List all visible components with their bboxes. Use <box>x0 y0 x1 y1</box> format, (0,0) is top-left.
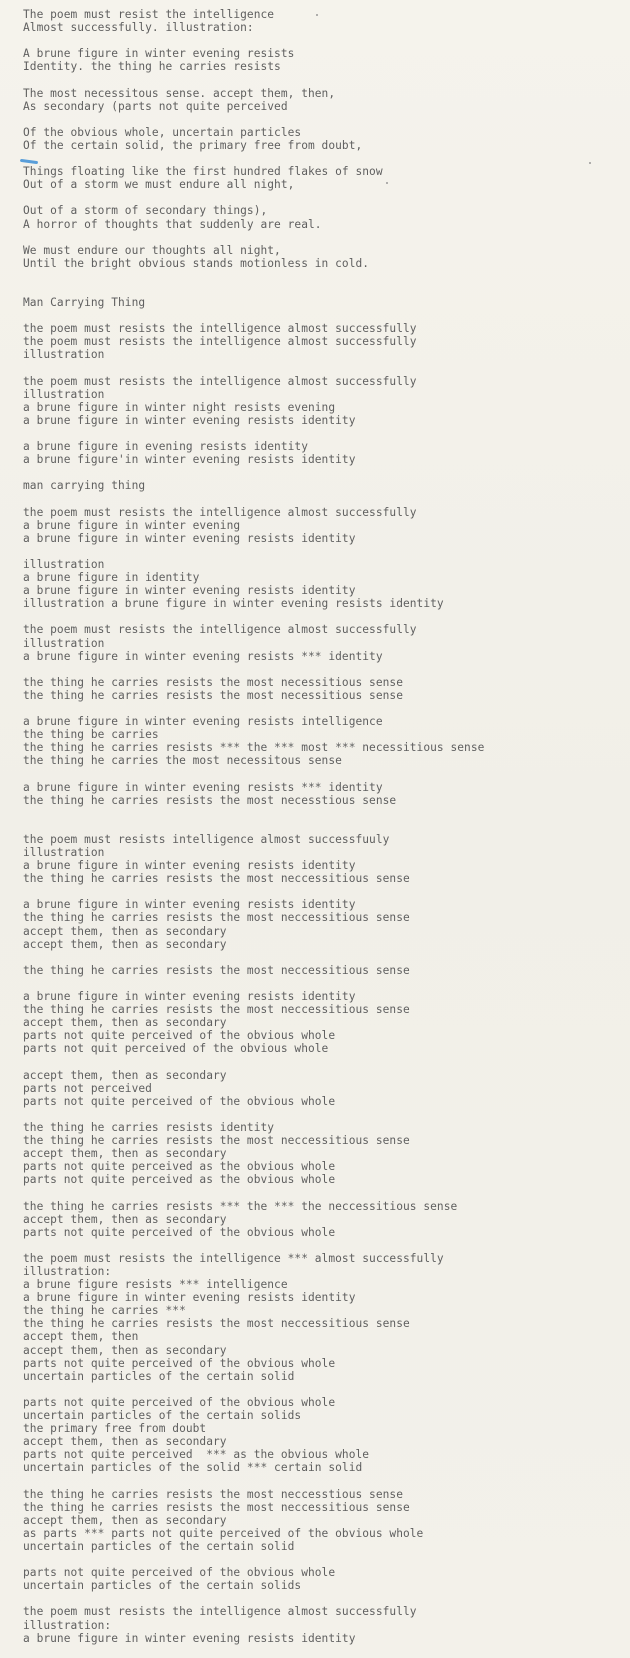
stanza <box>23 322 623 361</box>
text-line: We must endure our thoughts all night, <box>23 243 281 257</box>
section-title <box>23 296 623 309</box>
text-line: uncertain particles of the certain solids <box>23 1579 302 1593</box>
stanza <box>23 375 623 427</box>
text-line: accept them, then <box>23 1330 139 1344</box>
text-line: a brune figure in winter evening resists identity <box>23 584 356 598</box>
text-line: the thing he carries resists the most neccessitious sense <box>23 1003 410 1017</box>
text-line: Of the certain solid, the primary free from doubt, <box>23 138 363 152</box>
poem-text <box>23 8 623 1658</box>
text-line: Identity. the thing he carries resists <box>23 60 281 74</box>
text-line: illustration: <box>23 1265 112 1278</box>
text-line: a brune figure in winter evening <box>23 518 241 532</box>
text-line: Things floating like the first hundred flakes of snow <box>23 165 383 179</box>
text-line: Until the bright obvious stands motionless in cold. <box>23 256 370 270</box>
text-line: the thing he carries resists the most neccessitious sense <box>23 1500 410 1514</box>
text-line: a brune figure in winter night resists evening <box>23 400 336 414</box>
text-line: a brune figure in identity <box>23 571 200 585</box>
text-line: accept them, then as secondary <box>23 1513 227 1527</box>
text-line: accept them, then as secondary <box>23 924 227 938</box>
text-line: parts not quite perceived of the obvious whole <box>23 1225 336 1239</box>
text-line: the thing be carries <box>23 728 159 742</box>
stanza <box>23 87 623 113</box>
text-line: parts not quite perceived as the obvious whole <box>23 1160 336 1174</box>
text-line: The poem must resist the intelligence <box>23 8 275 21</box>
text-line: as parts *** parts not quite perceived of the obvious whole <box>23 1526 424 1540</box>
text-line: a brune figure in winter evening resists identity <box>23 1291 356 1305</box>
stanza <box>23 1488 623 1553</box>
text-line: a brune figure in winter evening resists identity <box>23 859 356 873</box>
text-line: the thing he carries resists identity <box>23 1120 275 1134</box>
text-line: a brune figure in winter evening resists identity <box>23 898 356 912</box>
text-line: parts not quite perceived of the obvious whole <box>23 1029 336 1043</box>
text-line: the thing he carries resists the most neccessitious sense <box>23 872 410 886</box>
text-line: a brune figure in winter evening resists identity <box>23 1631 356 1645</box>
text-line: a brune figure in winter evening resists identity <box>23 531 356 545</box>
stanza <box>23 1121 623 1186</box>
text-line: illustration <box>23 348 105 362</box>
stanza <box>23 898 623 950</box>
text-line: accept them, then as secondary <box>23 937 227 951</box>
text-line: illustration <box>23 557 105 571</box>
stanza <box>23 1252 623 1383</box>
text-line: Out of a storm we must endure all night, <box>23 178 295 192</box>
text-line: Almost successfully. illustration: <box>23 21 254 35</box>
text-line: parts not quite perceived of the obvious whole <box>23 1356 336 1370</box>
text-line: a brune figure in winter evening resists intelligence <box>23 715 383 729</box>
text-line: a brune figure in evening resists identity <box>23 440 308 454</box>
text-line: the thing he carries *** <box>23 1304 186 1318</box>
text-line: illustration <box>23 636 105 650</box>
stanza <box>23 1605 623 1644</box>
text-line: accept them, then as secondary <box>23 1212 227 1226</box>
text-line: a brune figure in winter evening resists *** identity <box>23 649 383 663</box>
stanza <box>23 558 623 610</box>
text-line: the poem must resists the intelligence almost successfully <box>23 335 417 349</box>
text-line: the thing he carries resists the most neccessitious sense <box>23 911 410 925</box>
text-line: illustration: <box>23 1618 112 1632</box>
text-line: a brune figure'in winter evening resists identity <box>23 453 356 467</box>
text-line: the thing he carries resists *** the *** the neccessitious sense <box>23 1199 458 1213</box>
text-line: parts not quite perceived of the obvious whole <box>23 1566 336 1580</box>
text-line: the thing he carries the most necessitous sense <box>23 754 342 768</box>
text-line: the poem must resists the intelligence almost successfully <box>23 1605 417 1619</box>
text-line: the thing he carries resists the most necesstious sense <box>23 793 397 807</box>
text-line: the thing he carries resists the most necessitious sense <box>23 675 403 689</box>
text-line: the poem must resists the intelligence almost successfully <box>23 322 417 336</box>
text-line: the thing he carries resists the most neccessitious sense <box>23 1317 410 1331</box>
text-line: A brune figure in winter evening resists <box>23 47 295 61</box>
text-line: accept them, then as secondary <box>23 1016 227 1030</box>
text-line: parts not quite perceived as the obvious whole <box>23 1173 336 1187</box>
text-line: the thing he carries resists the most neccesstious sense <box>23 1487 403 1501</box>
stanza <box>23 964 623 977</box>
text-line: the thing he carries resists the most neccessitious sense <box>23 963 410 977</box>
text-line: man carrying thing <box>23 479 146 493</box>
stanza <box>23 244 623 270</box>
text-line: a brune figure in winter evening resists identity <box>23 413 356 427</box>
stanza <box>23 506 623 545</box>
stanza <box>23 990 623 1055</box>
stanza <box>23 204 623 230</box>
text-line: a brune figure resists *** intelligence <box>23 1278 288 1292</box>
text-line: Of the obvious whole, uncertain particles <box>23 125 302 139</box>
text-line: the poem must resists the intelligence almost successfully <box>23 505 417 519</box>
text-line: accept them, then as secondary <box>23 1343 227 1357</box>
stanza <box>23 1566 623 1592</box>
text-line: accept them, then as secondary <box>23 1435 227 1449</box>
stanza <box>23 1069 623 1108</box>
text-line: accept them, then as secondary <box>23 1147 227 1161</box>
stanza <box>23 47 623 73</box>
text-line: the primary free from doubt <box>23 1422 207 1436</box>
text-line: parts not quite perceived *** as the obvious whole <box>23 1448 370 1462</box>
text-line: the poem must resists the intelligence *** almost successfully <box>23 1251 444 1265</box>
stanza <box>23 715 623 767</box>
text-line: uncertain particles of the solid *** certain solid <box>23 1461 363 1475</box>
stanza <box>23 440 623 466</box>
text-line: the thing he carries resists the most necessitious sense <box>23 688 403 702</box>
text-line: Out of a storm of secondary things), <box>23 204 268 218</box>
text-line: the poem must resists the intelligence almost successfully <box>23 374 417 388</box>
text-line: uncertain particles of the certain solids <box>23 1409 302 1423</box>
text-line: a brune figure in winter evening resists identity <box>23 990 356 1004</box>
text-line: parts not quite perceived of the obvious whole <box>23 1094 336 1108</box>
text-line: The most necessitous sense. accept them, then, <box>23 86 336 100</box>
stanza <box>23 1200 623 1239</box>
text-line: parts not perceived <box>23 1081 152 1095</box>
text-line: uncertain particles of the certain solid <box>23 1539 295 1553</box>
stanza <box>23 1396 623 1475</box>
stanza <box>23 623 623 662</box>
text-line: illustration a brune figure in winter evening resists identity <box>23 597 444 611</box>
text-line: As secondary (parts not quite perceived <box>23 99 288 113</box>
text-line: a brune figure in winter evening resists *** identity <box>23 780 383 794</box>
stanza <box>23 833 623 885</box>
stanza <box>23 781 623 807</box>
stanza <box>23 165 623 191</box>
text-line: Man Carrying Thing <box>23 296 146 310</box>
text-line: uncertain particles of the certain solid <box>23 1369 295 1383</box>
stanza <box>23 479 623 492</box>
text-line: parts not quite perceived of the obvious whole <box>23 1395 336 1409</box>
stanza <box>23 8 623 34</box>
text-line: illustration <box>23 846 105 859</box>
text-line: the poem must resists intelligence almost successfuuly <box>23 832 390 846</box>
stanza <box>23 126 623 152</box>
text-line: the poem must resists the intelligence almost successfully <box>23 623 417 637</box>
text-line: A horror of thoughts that suddenly are real. <box>23 217 322 231</box>
text-line: accept them, then as secondary <box>23 1068 227 1082</box>
stanza <box>23 676 623 702</box>
text-line: parts not quit perceived of the obvious whole <box>23 1042 329 1056</box>
text-line: illustration <box>23 387 105 401</box>
text-line: the thing he carries resists *** the *** most *** necessitious sense <box>23 741 485 755</box>
text-line: the thing he carries resists the most neccessitious sense <box>23 1134 410 1148</box>
